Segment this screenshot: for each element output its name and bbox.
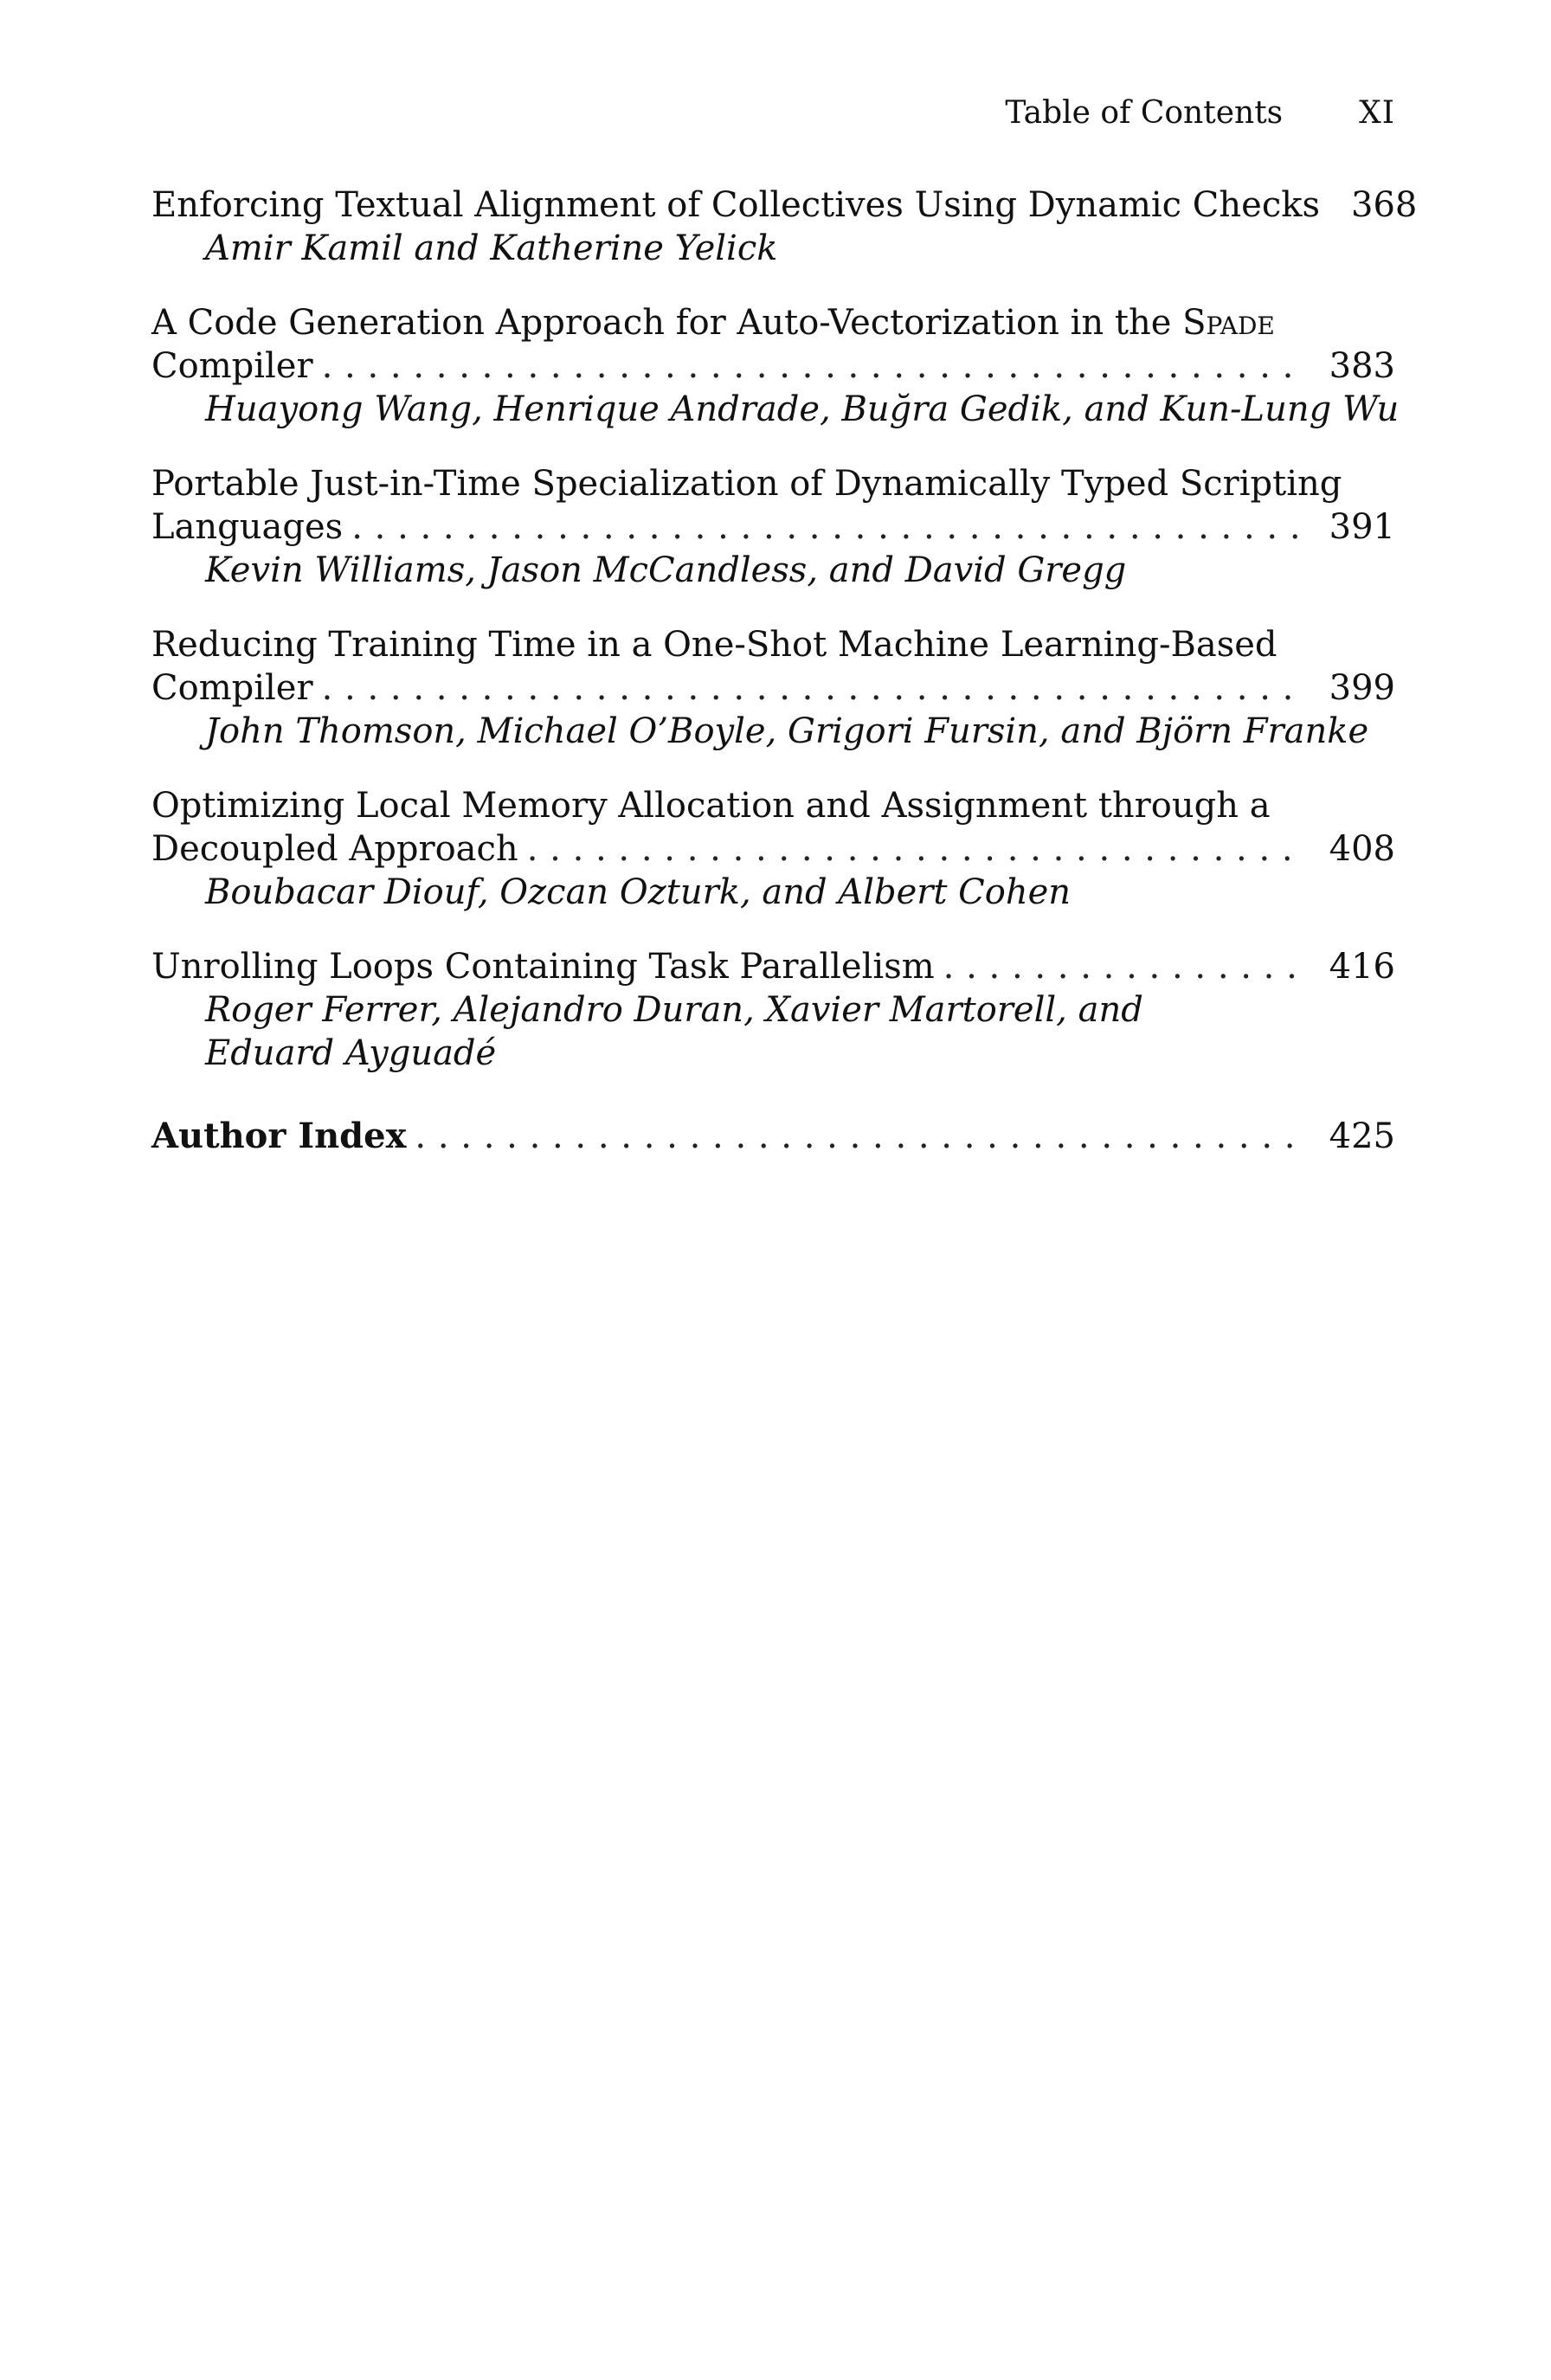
entry-title-line: [151, 344, 1395, 388]
author-index-line: [151, 1115, 1395, 1158]
toc-entry[interactable]: [151, 784, 1395, 914]
entry-title: Enforcing Textual Alignment of Collectives Using Dynamic Checks: [151, 185, 1320, 225]
entry-page-number: 383: [1329, 346, 1395, 386]
entry-page-number: 399: [1329, 668, 1395, 708]
page-number: XI: [1359, 95, 1395, 131]
dot-leader: [322, 666, 1307, 710]
dot-leader: [415, 1115, 1306, 1158]
dot-leader: [527, 827, 1307, 871]
entry-title-smallcaps: Spade: [1182, 303, 1275, 343]
entry-authors: Amir Kamil and Katherine Yelick: [205, 228, 778, 268]
entry-title-line: Reducing Training Time in a One-Shot Machine Learning-Based: [151, 625, 1277, 665]
dot-leader: [943, 945, 1307, 988]
entry-title-line: [151, 301, 1395, 344]
running-header: [151, 95, 1395, 133]
toc-entry[interactable]: [151, 183, 1418, 270]
entry-authors: Boubacar Diouf, Ozcan Ozturk, and Albert Cohen: [205, 872, 1072, 912]
table-of-contents: [151, 183, 1418, 1158]
entry-authors: Roger Ferrer, Alejandro Duran, Xavier Martorell, and: [205, 990, 1143, 1030]
author-index-label: Author Index: [151, 1116, 407, 1156]
entry-title-line: [151, 945, 1395, 988]
entry-title: A Code Generation Approach for Auto-Vectorization in the: [151, 303, 1183, 343]
entry-title: Compiler: [151, 668, 313, 708]
entry-authors: Eduard Ayguadé: [205, 1033, 497, 1073]
entry-title: Languages: [151, 507, 344, 547]
entry-page-number: 368: [1351, 185, 1418, 225]
dot-leader: [322, 344, 1307, 388]
toc-entry[interactable]: [151, 301, 1400, 431]
toc-entry[interactable]: [151, 945, 1395, 1075]
entry-authors: John Thomson, Michael O’Boyle, Grigori Fursin, and Björn Franke: [205, 711, 1369, 751]
entry-title: Unrolling Loops Containing Task Parallelism: [151, 947, 935, 987]
entry-page-number: 416: [1329, 947, 1395, 987]
toc-entry[interactable]: [151, 623, 1395, 753]
entry-page-number: 391: [1329, 507, 1395, 547]
entry-title-line: [151, 666, 1395, 710]
entry-title: Decoupled Approach: [151, 829, 518, 869]
entry-authors: Kevin Williams, Jason McCandless, and David Gregg: [205, 550, 1127, 590]
entry-title-line: [151, 183, 1418, 227]
author-index-entry[interactable]: [151, 1115, 1395, 1158]
author-index-page-number: 425: [1329, 1116, 1395, 1156]
entry-title-line: [151, 827, 1395, 871]
entry-title-line: Portable Just-in-Time Specialization of Dynamically Typed Scripting: [151, 464, 1342, 504]
entry-title-line: [151, 505, 1395, 549]
entry-page-number: 408: [1329, 829, 1395, 869]
entry-title-line: Optimizing Local Memory Allocation and Assignment through a: [151, 786, 1271, 826]
entry-title: Compiler: [151, 346, 313, 386]
running-title: Table of Contents: [1005, 95, 1284, 131]
entry-authors: Huayong Wang, Henrique Andrade, Buğra Gedik, and Kun-Lung Wu: [205, 389, 1400, 429]
dot-leader: [351, 505, 1306, 549]
toc-entry[interactable]: [151, 462, 1395, 592]
